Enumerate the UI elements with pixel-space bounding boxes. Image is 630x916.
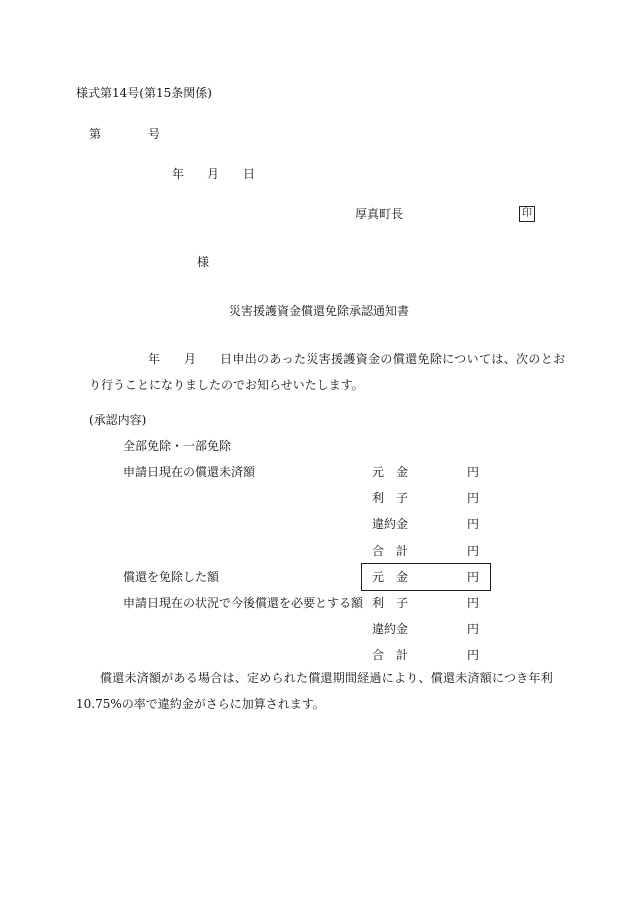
row-unit: 円: [467, 465, 480, 479]
doc-number-prefix: 第: [89, 127, 102, 141]
date-year: 年: [172, 167, 185, 181]
exempted-amount-label: 償還を免除した額: [123, 570, 220, 584]
details-heading: (承認内容): [89, 413, 147, 427]
recipient-suffix: 様: [197, 255, 210, 269]
issuer-name: 厚真町長: [355, 207, 404, 221]
row-unit: 円: [467, 648, 480, 662]
row-item: 合 計: [372, 544, 409, 558]
document-title: 災害援護資金償還免除承認通知書: [229, 304, 410, 318]
date-day: 日: [243, 167, 256, 181]
body-month: 月: [184, 352, 197, 366]
date-month: 月: [207, 167, 220, 181]
row-unit: 円: [467, 544, 480, 558]
row-unit: 円: [467, 570, 480, 584]
row-item: 利 子: [372, 491, 409, 505]
row-unit: 円: [467, 622, 480, 636]
row-unit: 円: [467, 517, 480, 531]
row-item: 合 計: [372, 648, 409, 662]
body-year: 年: [148, 352, 161, 366]
row-item: 利 子: [372, 596, 409, 610]
exemption-type: 全部免除・一部免除: [123, 439, 232, 453]
body-line-2: り行うことになりましたのでお知らせいたします。: [89, 378, 364, 392]
form-number: 様式第14号(第15条関係): [76, 86, 212, 100]
note-line-2: 10.75%の率で違約金がさらに加算されます。: [76, 697, 325, 711]
row-item: 元 金: [372, 570, 409, 584]
row-item: 元 金: [372, 465, 409, 479]
unpaid-amount-label: 申請日現在の償還未済額: [123, 465, 256, 479]
seal-mark: 印: [519, 206, 535, 222]
note-line-1: 償還未済額がある場合は、定められた償還期間経過により、償還未済額につき年利: [100, 671, 554, 685]
row-unit: 円: [467, 596, 480, 610]
row-unit: 円: [467, 491, 480, 505]
row-item: 違約金: [372, 517, 409, 531]
doc-number-suffix: 号: [148, 127, 161, 141]
body-line-1: 日申出のあった災害援護資金の償還免除については、次のとお: [220, 352, 566, 366]
row-item: 違約金: [372, 622, 409, 636]
required-amount-label: 申請日現在の状況で今後償還を必要とする額: [123, 596, 364, 610]
